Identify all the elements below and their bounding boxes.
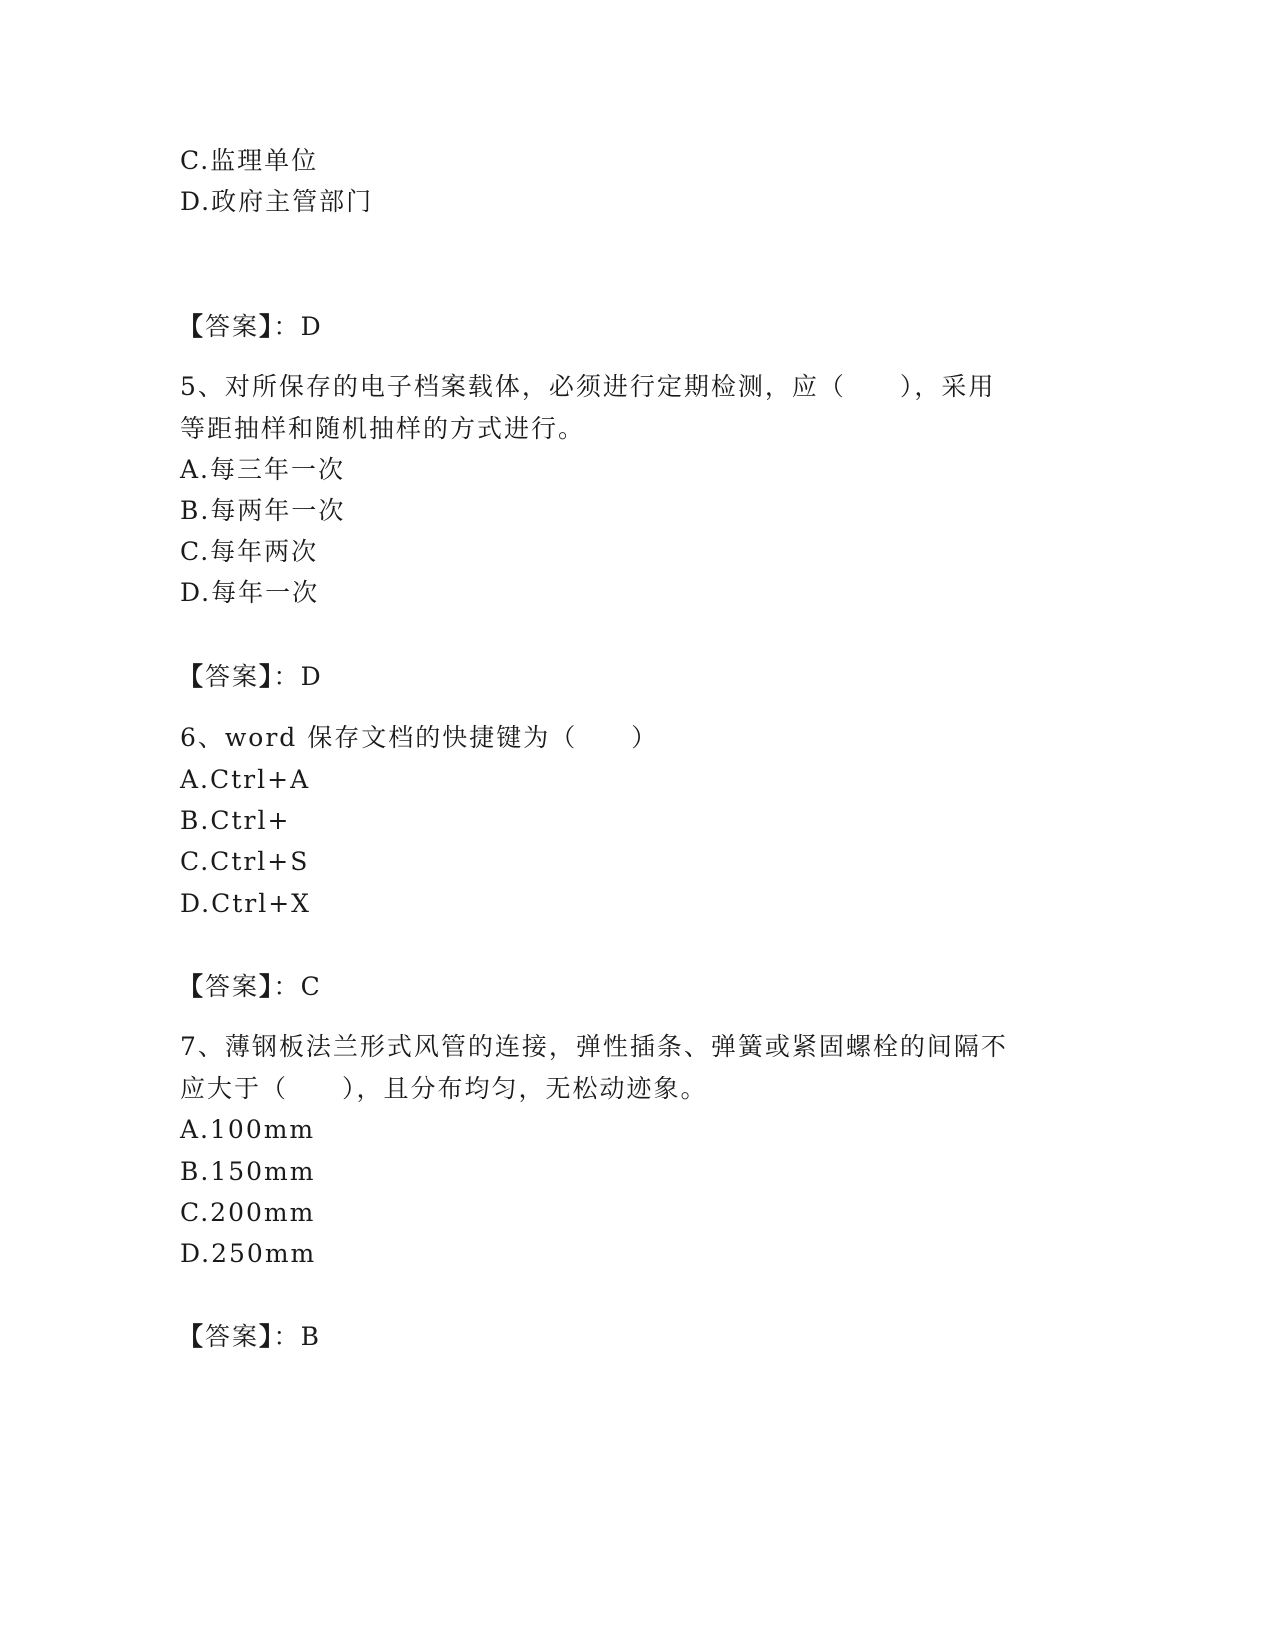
answer-value: B [300, 1322, 321, 1351]
answer-separator: ： [273, 312, 301, 341]
q6-answer [178, 970, 322, 1004]
answer-open-bracket: 【 [178, 1322, 206, 1351]
q6-stem-line-1: 6、word 保存文档的快捷键为（ ） [180, 723, 659, 752]
q5-stem-line-2: 等距抽样和随机抽样的方式进行。 [180, 414, 586, 443]
q5-option-c: C.每年两次 [180, 537, 319, 566]
q7-option-b: B.150mm [180, 1157, 316, 1186]
document-page [180, 0, 1080, 1650]
answer-close-bracket: 】 [259, 1322, 274, 1351]
q7-answer [178, 1320, 321, 1354]
q4-option-b: C.监理单位 [180, 146, 319, 175]
q7-option-d: D.250mm [180, 1239, 317, 1268]
answer-separator: ： [273, 1322, 301, 1351]
answer-open-bracket: 【 [178, 662, 206, 691]
answer-label: 答案 [205, 312, 260, 341]
q4-option-c: D.政府主管部门 [180, 187, 374, 216]
q4-answer [178, 310, 323, 344]
q6-option-c: C.Ctrl+S [180, 847, 310, 876]
q5-answer [178, 660, 323, 694]
q7-option-a: A.100mm [180, 1115, 316, 1144]
q5-option-b: B.每两年一次 [180, 496, 346, 525]
answer-label: 答案 [205, 972, 260, 1001]
q7-stem-line-2: 应大于（ ），且分布均匀，无松动迹象。 [180, 1074, 708, 1103]
answer-close-bracket: 】 [259, 312, 274, 341]
q6-option-d: D.Ctrl+X [180, 889, 311, 918]
answer-close-bracket: 】 [259, 972, 274, 1001]
answer-open-bracket: 【 [178, 972, 206, 1001]
answer-value: D [300, 312, 323, 341]
answer-separator: ： [273, 662, 301, 691]
answer-separator: ： [273, 972, 301, 1001]
answer-value: C [300, 972, 322, 1001]
q7-stem-line-1: 7、薄钢板法兰形式风管的连接，弹性插条、弹簧或紧固螺栓的间隔不 [180, 1032, 1008, 1061]
answer-label: 答案 [205, 1322, 260, 1351]
q5-option-d: D.每年一次 [180, 578, 320, 607]
answer-value: D [300, 662, 323, 691]
answer-close-bracket: 】 [259, 662, 274, 691]
q5-option-a: A.每三年一次 [180, 455, 346, 484]
q6-option-b: B.Ctrl+ [180, 806, 291, 835]
q6-option-a: A.Ctrl+A [180, 765, 311, 794]
q7-option-c: C.200mm [180, 1198, 316, 1227]
q5-stem-line-1: 5、对所保存的电子档案载体，必须进行定期检测，应（ ），采用 [180, 372, 996, 401]
answer-open-bracket: 【 [178, 312, 206, 341]
answer-label: 答案 [205, 662, 260, 691]
